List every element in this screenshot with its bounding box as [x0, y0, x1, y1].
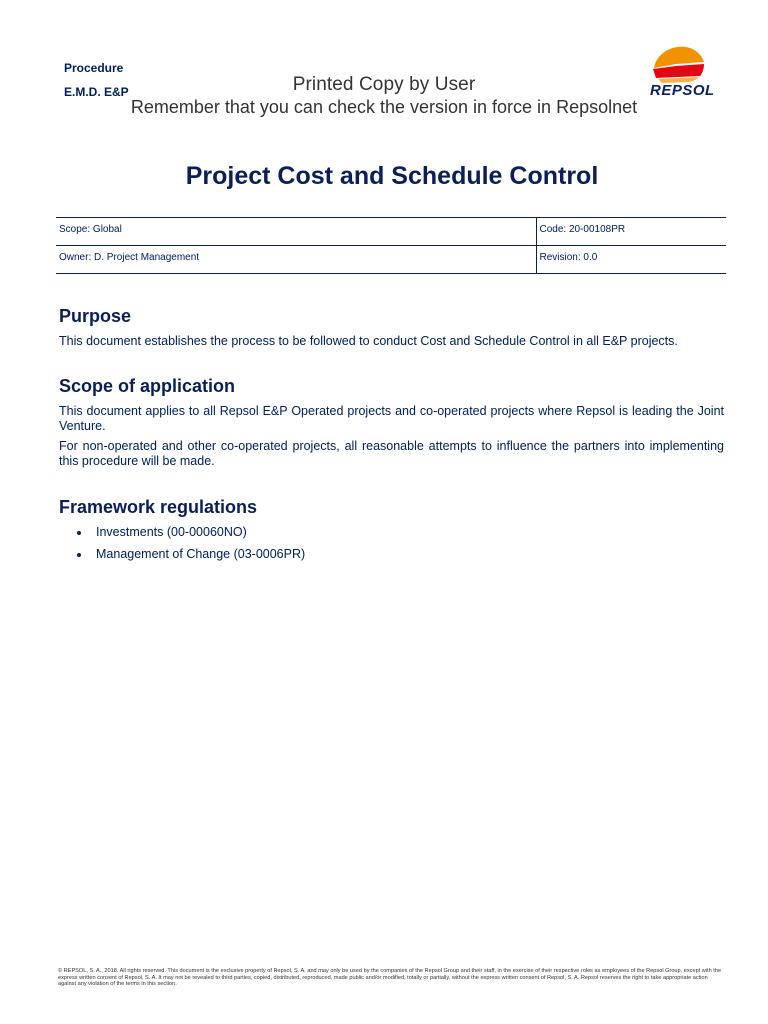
owner-cell: Owner: D. Project Management [56, 246, 536, 274]
repsol-logo-text: REPSOL [650, 82, 715, 99]
list-item-label: Management of Change (03-0006PR) [96, 547, 306, 561]
revision-cell: Revision: 0.0 [536, 246, 726, 274]
table-row [56, 218, 726, 246]
scope-paragraph-1: This document applies to all Repsol E&P Operated projects and co-operated projects where Repsol is leading the Joint Venture. [59, 404, 724, 433]
document-metadata-table [56, 217, 726, 274]
copyright-footer: © REPSOL, S. A., 2018. All rights reserved. This document is the exclusive property of Repsol, S. A. and may only be used by the companies of the Repsol Group and their staff, in the exercise of their respective roles as employees of the Repsol Group, except with the express written consent of Repsol, S. A. It may not be revealed to third parties, copied, distributed, reproduced, made public and/or modified, totally or partially, without the express written consent of Repsol, S. A. Repsol reserves the right to take appropriate action against any violation of the terms in this section. [58, 968, 722, 988]
print-notice-reminder: Remember that you can check the version in force in Repsolnet [130, 97, 638, 117]
scope-heading: Scope of application [59, 376, 236, 396]
list-item [77, 525, 305, 547]
purpose-heading: Purpose [59, 306, 132, 326]
document-type: Procedure [64, 61, 124, 75]
table-row [56, 246, 726, 274]
print-notice-title: Printed Copy by User [292, 74, 476, 95]
document-unit: E.M.D. E&P [64, 85, 129, 99]
list-item [77, 547, 305, 569]
page-title: Project Cost and Schedule Control [185, 162, 599, 190]
purpose-paragraph: This document establishes the process to be followed to conduct Cost and Schedule Control in all E&P projects. [59, 334, 678, 348]
scope-paragraph-2: For non-operated and other co-operated projects, all reasonable attempts to influence the partners into implementing this procedure will be made. [59, 439, 724, 468]
scope-cell: Scope: Global [56, 218, 536, 246]
framework-heading: Framework regulations [59, 497, 258, 517]
bullet-icon [77, 531, 81, 535]
bullet-icon [77, 553, 81, 557]
code-cell: Code: 20-00108PR [536, 218, 726, 246]
list-item-label: Investments (00-00060NO) [96, 525, 247, 539]
framework-list [77, 525, 305, 569]
